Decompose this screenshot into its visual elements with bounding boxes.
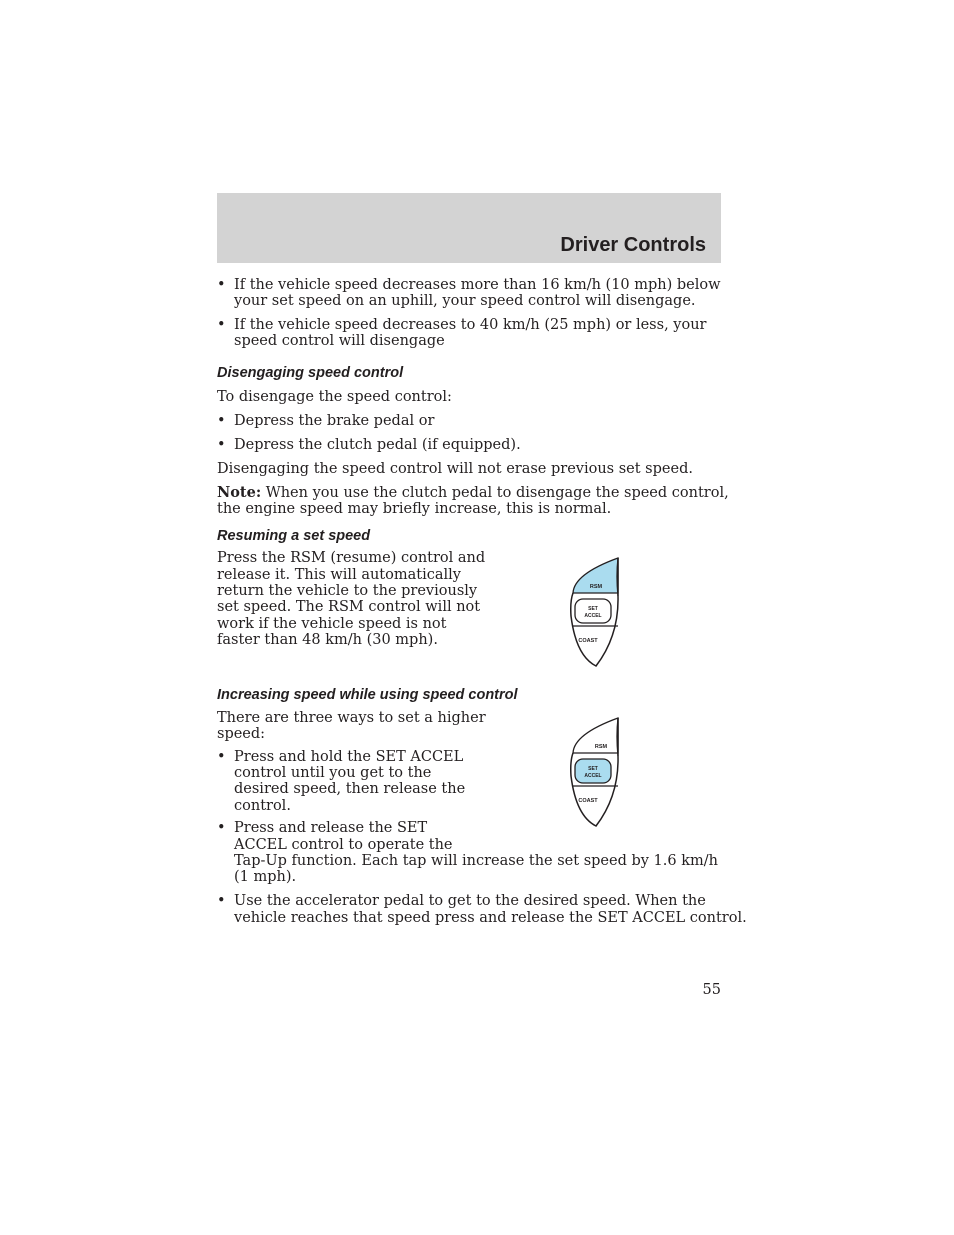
bullet-text: Depress the clutch pedal (if equipped). bbox=[234, 437, 521, 453]
paragraph-line: return the vehicle to the previously bbox=[217, 583, 478, 599]
heading-increasing: Increasing speed while using speed control bbox=[217, 687, 518, 703]
paragraph-line: There are three ways to set a higher bbox=[217, 710, 486, 726]
bullet-dot: • bbox=[217, 317, 226, 333]
bullet-text: control until you get to the bbox=[234, 765, 432, 781]
bullet-text: Press and release the SET bbox=[234, 820, 428, 836]
bullet-dot: • bbox=[217, 820, 226, 836]
section-title: Driver Controls bbox=[560, 234, 706, 256]
paragraph: To disengage the speed control: bbox=[217, 389, 452, 405]
bullet-text: your set speed on an uphill, your speed control will disengage. bbox=[234, 293, 696, 309]
set-label: SET bbox=[588, 766, 598, 772]
paragraph-line: speed: bbox=[217, 726, 266, 742]
bullet-dot: • bbox=[217, 437, 226, 453]
bullet-text: desired speed, then release the bbox=[234, 781, 466, 797]
bullet-dot: • bbox=[217, 413, 226, 429]
bullet-dot: • bbox=[217, 749, 226, 765]
bullet-text: Tap-Up function. Each tap will increase the set speed by 1.6 km/h bbox=[234, 853, 718, 869]
bullet-text: If the vehicle speed decreases more than 16 km/h (10 mph) below bbox=[234, 277, 721, 293]
paragraph-line: release it. This will automatically bbox=[217, 567, 461, 583]
bullet-text: speed control will disengage bbox=[234, 333, 445, 349]
note-paragraph bbox=[217, 485, 729, 502]
heading-resuming: Resuming a set speed bbox=[217, 528, 371, 544]
set-label: SET bbox=[588, 606, 598, 612]
accel-label: ACCEL bbox=[584, 773, 602, 779]
heading-disengaging: Disengaging speed control bbox=[217, 365, 404, 381]
bullet-text: Press and hold the SET ACCEL bbox=[234, 749, 464, 765]
note-label: Note: bbox=[217, 484, 262, 501]
note-text: When you use the clutch pedal to disengage the speed control, bbox=[261, 485, 729, 501]
speed-control-diagram-rsm bbox=[566, 556, 626, 672]
rsm-label: RSM bbox=[594, 744, 608, 750]
coast-label: COAST bbox=[578, 798, 598, 804]
bullet-dot: • bbox=[217, 893, 226, 909]
bullet-dot: • bbox=[217, 277, 226, 293]
bullet-text: ACCEL control to operate the bbox=[234, 837, 453, 853]
bullet-text: control. bbox=[234, 798, 291, 814]
speed-control-diagram-set-accel bbox=[566, 716, 626, 832]
bullet-text: (1 mph). bbox=[234, 869, 297, 885]
bullet-text: If the vehicle speed decreases to 40 km/h (25 mph) or less, your bbox=[234, 317, 707, 333]
note-text: the engine speed may briefly increase, this is normal. bbox=[217, 501, 612, 517]
paragraph: Disengaging the speed control will not erase previous set speed. bbox=[217, 461, 693, 477]
accel-label: ACCEL bbox=[584, 613, 602, 619]
bullet-text: vehicle reaches that speed press and release the SET ACCEL control. bbox=[234, 910, 747, 926]
section-header-bar bbox=[217, 193, 721, 263]
bullet-text: Depress the brake pedal or bbox=[234, 413, 435, 429]
rsm-label: RSM bbox=[589, 584, 603, 590]
paragraph-line: set speed. The RSM control will not bbox=[217, 599, 481, 615]
coast-label: COAST bbox=[578, 638, 598, 644]
paragraph-line: work if the vehicle speed is not bbox=[217, 616, 447, 632]
bullet-text: Use the accelerator pedal to get to the desired speed. When the bbox=[234, 893, 706, 909]
paragraph-line: Press the RSM (resume) control and bbox=[217, 550, 486, 566]
paragraph-line: faster than 48 km/h (30 mph). bbox=[217, 632, 438, 648]
page-number: 55 bbox=[702, 982, 721, 998]
